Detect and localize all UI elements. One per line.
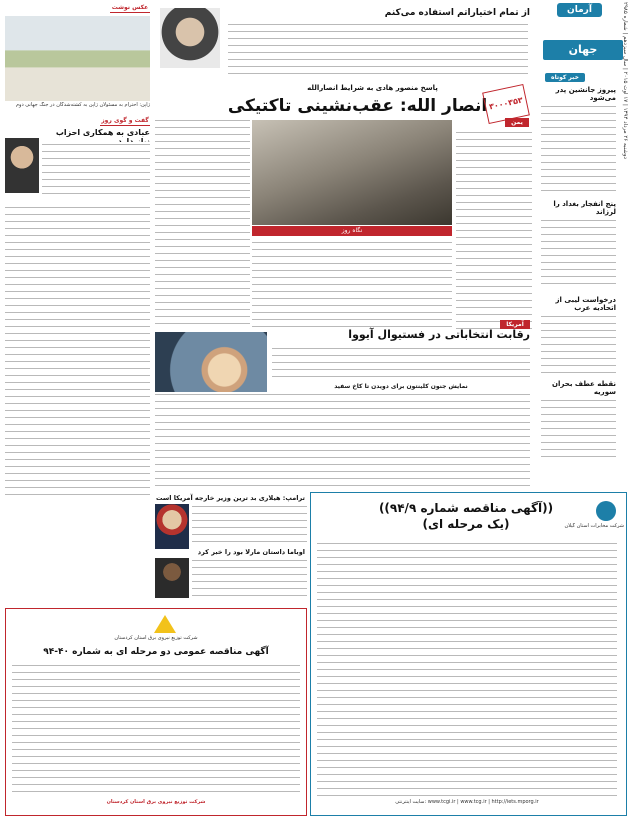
main-headline: انصار الله: عقب‌نشینی تاکتیکی	[227, 96, 488, 116]
dateline: دوشنبه ۲۶ مرداد ۱۳۹۴ | ۱۷ اوت ۲۰۱۵ | سال سیزدهم | شماره ۲۹۸۵	[622, 2, 628, 159]
main-story-body-center	[252, 240, 452, 330]
news-tag: گفت و گوی روز	[101, 117, 149, 124]
trump-headline: ترامپ: هیلاری بد ترین وزیر خارجه آمریکا است	[155, 494, 305, 502]
tender-small-footer: شرکت توزیع نیروی برق استان کردستان	[106, 799, 206, 805]
obama-body	[192, 558, 307, 598]
left-news-title: عبادی به همکاری احزاب	[55, 128, 150, 137]
sidebar-item-body	[541, 104, 616, 194]
second-headline: رقابت انتخاباتی در فستیوال آیووا	[348, 328, 530, 341]
second-story-lead	[272, 346, 530, 381]
tender-body	[317, 541, 617, 796]
sidebar-item-title: پیروز جانشین پدر می‌شود	[555, 86, 616, 102]
red-code-box: ۳۰۰۰۳۵۳	[482, 84, 530, 124]
left-news-body	[42, 142, 150, 197]
sidebar-news-label: خبر کوتاه	[545, 73, 585, 82]
sidebar-item-body	[541, 398, 616, 458]
power-logo-icon	[154, 615, 176, 633]
erdogan-photo	[160, 8, 220, 68]
caption-band: نگاه روز	[252, 226, 452, 236]
photo-caption: ژاپن: احترام به مسئولان ژاپن به کشته‌شدگان در جنگ جهانی دوم	[15, 102, 150, 108]
abadi-photo	[5, 138, 39, 193]
tender-title-2: (یک مرحله ای)	[422, 517, 510, 531]
top-headline: از تمام اختیاراتم استفاده می‌کنم	[384, 8, 530, 18]
main-story-body-left	[155, 118, 250, 328]
tender-small-org: شرکت توزیع نیروی برق استان کردستان	[114, 635, 198, 641]
tender-small-title: آگهی مناقصه عمومی دو مرحله ای به شماره ۴۰-۹۴	[43, 647, 269, 657]
country-tag-yemen: یمن	[505, 118, 529, 127]
tender-footer: سایت اینترنتی: www.tcgi.ir | www.tcg.ir | http://iets.mporg.ir	[395, 799, 539, 805]
yemen-rubble-photo	[252, 120, 452, 225]
japan-photo	[5, 16, 150, 101]
sidebar-item-title: پنج انفجار بغداد را لرزاند	[553, 200, 616, 216]
country-tag-usa: آمریکا	[500, 320, 530, 329]
trump-photo	[155, 504, 189, 549]
sidebar-item-body	[541, 218, 616, 290]
photo-tag: عکس نوشت	[111, 4, 149, 11]
section-title: جهان	[543, 40, 623, 60]
logo: آرمان	[557, 3, 602, 17]
obama-headline: اوباما داستان مارلا بود را خبر کرد	[197, 548, 305, 556]
tcg-logo-icon	[596, 501, 616, 521]
tender-ad-main	[310, 492, 627, 816]
trump-body	[192, 504, 307, 546]
main-story-body-right	[456, 130, 532, 330]
sidebar-item-title: درخواست لیبی از اتحادیه عرب	[555, 296, 616, 312]
sidebar-item-title: نقطه عطف بحران سوریه	[552, 380, 616, 396]
kicker: پاسخ منصور هادی به شرایط انصارالله	[307, 84, 438, 92]
second-subhead: نمایش جنون کلینتون برای دویدن تا کاخ سفید	[334, 383, 468, 390]
tender-ad-small	[5, 608, 307, 816]
obama-photo	[155, 558, 189, 598]
tender-small-body	[12, 663, 300, 793]
sidebar-item-body	[541, 314, 616, 374]
tender-org: شرکت مخابرات استان گیلان	[564, 523, 624, 529]
left-column-body	[5, 205, 150, 495]
second-story-body	[155, 392, 530, 490]
sidebar-news-list	[541, 86, 616, 526]
tender-title-1: ((آگهی مناقصه شماره ۹۴/۹))	[378, 501, 554, 515]
top-story-body	[228, 22, 528, 77]
